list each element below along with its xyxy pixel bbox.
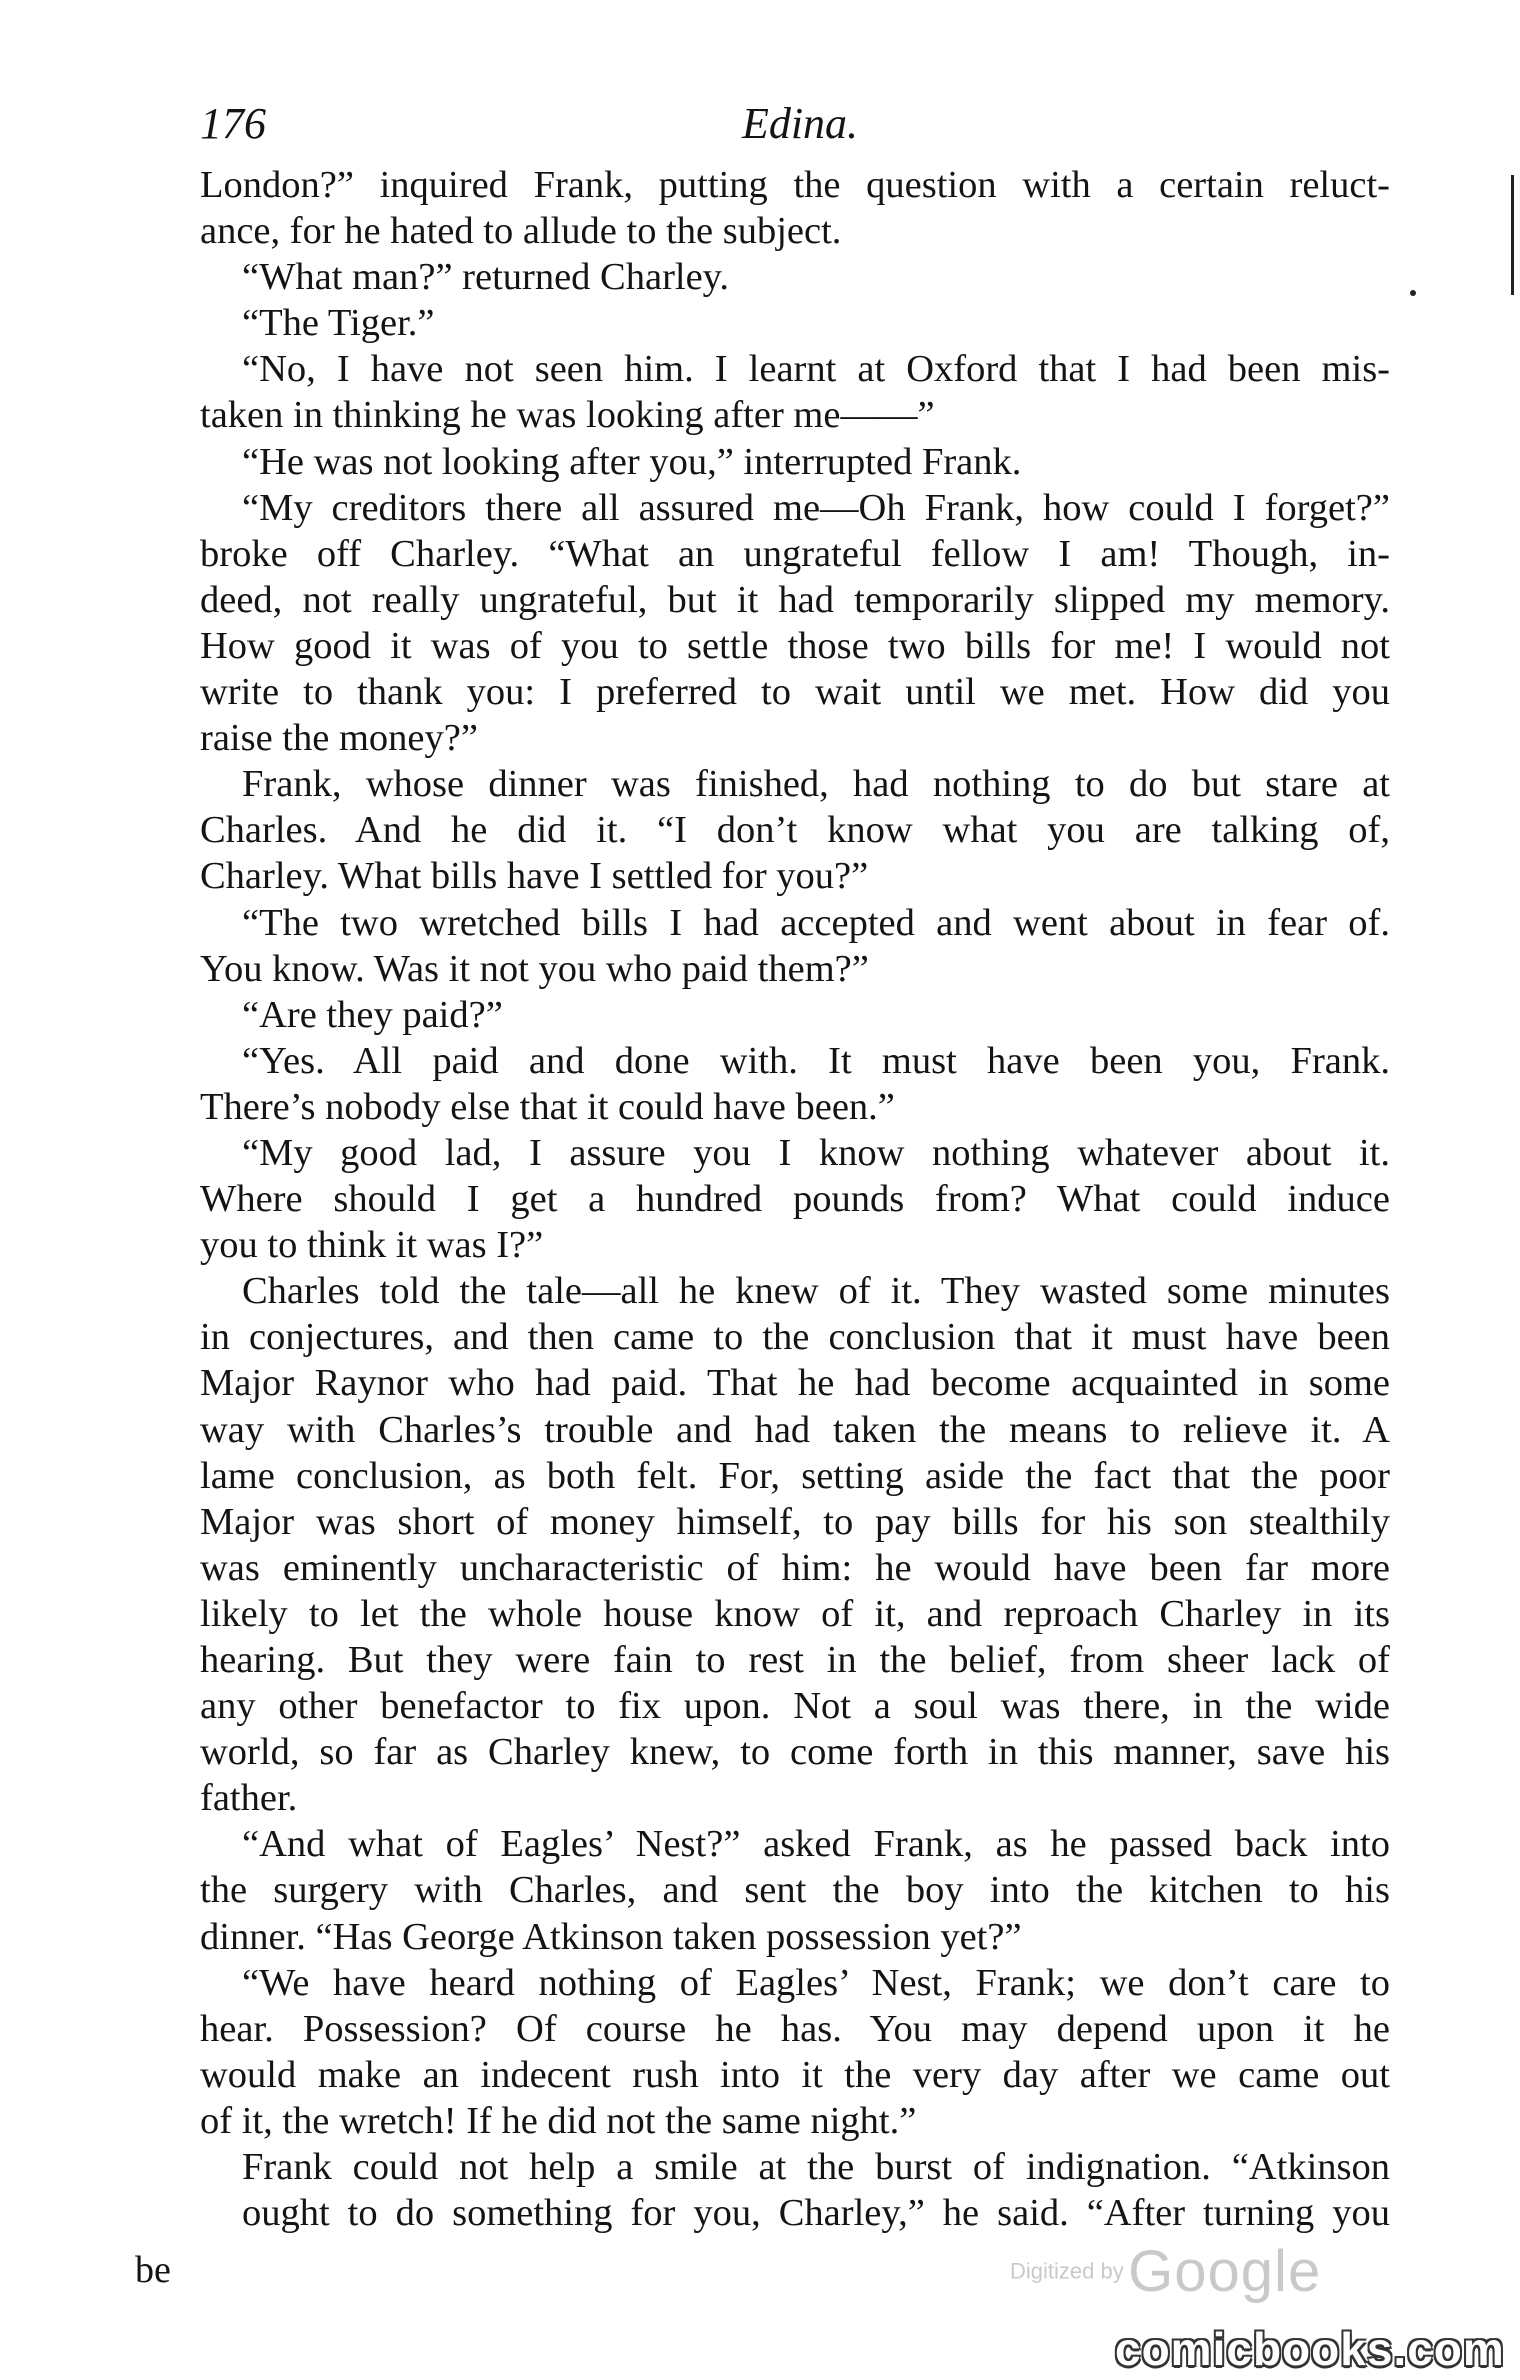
text-line: “He was not looking after you,” interrupted Frank.	[242, 440, 1022, 483]
text-line: world, so far as Charley knew, to come forth in this manner, save his	[200, 1731, 1390, 1774]
text-line: in conjectures, and then came to the conclusion that it must have been	[200, 1316, 1390, 1359]
text-line: broke off Charley. “What an ungrateful fellow I am! Though, in-	[200, 532, 1390, 575]
text-line: Where should I get a hundred pounds from? What could induce	[200, 1178, 1390, 1221]
text-line: was eminently uncharacteristic of him: he would have been far more	[200, 1546, 1390, 1589]
text-line: likely to let the whole house know of it, and reproach Charley in its	[200, 1592, 1390, 1635]
text-line: raise the money?”	[200, 717, 478, 760]
catchword: be	[135, 2249, 171, 2291]
text-line: “My good lad, I assure you I know nothing whatever about it.	[242, 1131, 1390, 1174]
text-line: Frank could not help a smile at the burst of indignation. “Atkinson	[242, 2146, 1390, 2189]
text-line: ought to do something for you, Charley,” he said. “After turning you	[242, 2192, 1390, 2235]
text-line: London?” inquired Frank, putting the question with a certain reluct-	[200, 164, 1390, 206]
text-line: “What man?” returned Charley.	[242, 256, 730, 299]
text-line: Charles told the tale—all he knew of it. They wasted some minutes	[242, 1270, 1390, 1313]
text-line: How good it was of you to settle those two bills for me! I would not	[200, 624, 1390, 667]
site-credit: comicbooks.com	[1115, 2323, 1505, 2375]
text-line: dinner. “Has George Atkinson taken possession yet?”	[200, 1915, 1022, 1958]
text-line: There’s nobody else that it could have been.”	[200, 1085, 895, 1128]
margin-mark	[1511, 175, 1514, 295]
text-line: taken in thinking he was looking after me——”	[200, 394, 935, 437]
text-line: Charles. And he did it. “I don’t know what you are talking of,	[200, 809, 1390, 852]
text-line: Major was short of money himself, to pay bills for his son stealthily	[200, 1500, 1390, 1543]
text-line: of it, the wretch! If he did not the same night.”	[200, 2099, 917, 2142]
page-header	[200, 98, 1390, 150]
text-line: hear. Possession? Of course he has. You may depend upon it he	[200, 2007, 1390, 2050]
text-line: Frank, whose dinner was finished, had nothing to do but stare at	[242, 763, 1390, 806]
text-line: ance, for he hated to allude to the subject.	[200, 210, 842, 253]
margin-dot	[1410, 290, 1416, 296]
text-line: “Yes. All paid and done with. It must have been you, Frank.	[242, 1039, 1390, 1082]
text-line: would make an indecent rush into it the very day after we came out	[200, 2053, 1390, 2096]
google-watermark	[1010, 2238, 1321, 2305]
watermark-logo-text: Google	[1128, 2239, 1322, 2304]
running-title: Edina.	[741, 99, 859, 148]
text-line: deed, not really ungrateful, but it had temporarily slipped my memory.	[200, 578, 1390, 621]
text-line: “Are they paid?”	[242, 993, 503, 1036]
text-line: “The two wretched bills I had accepted and went about in fear of.	[242, 901, 1390, 944]
text-line: Major Raynor who had paid. That he had become acquainted in some	[200, 1362, 1390, 1405]
text-line: the surgery with Charles, and sent the boy into the kitchen to his	[200, 1869, 1390, 1912]
text-line: “No, I have not seen him. I learnt at Oxford that I had been mis-	[242, 348, 1390, 391]
text-line: Charley. What bills have I settled for you?”	[200, 855, 869, 898]
text-line: any other benefactor to fix upon. Not a soul was there, in the wide	[200, 1685, 1390, 1728]
page-number: 176	[200, 99, 266, 148]
text-line: father.	[200, 1777, 298, 1820]
watermark-small-text: Digitized by	[1010, 2258, 1124, 2284]
text-line: you to think it was I?”	[200, 1224, 544, 1267]
text-line: “The Tiger.”	[242, 302, 435, 345]
text-line: You know. Was it not you who paid them?”	[200, 947, 869, 990]
text-line: lame conclusion, as both felt. For, setting aside the fact that the poor	[200, 1454, 1390, 1497]
text-line: “My creditors there all assured me—Oh Frank, how could I forget?”	[242, 486, 1390, 529]
text-line: “We have heard nothing of Eagles’ Nest, Frank; we don’t care to	[242, 1961, 1390, 2004]
body-text	[200, 162, 1390, 2236]
text-line: hearing. But they were fain to rest in the belief, from sheer lack of	[200, 1639, 1390, 1681]
text-line: write to thank you: I preferred to wait until we met. How did you	[200, 671, 1390, 714]
text-line: way with Charles’s trouble and had taken the means to relieve it. A	[200, 1408, 1390, 1451]
text-line: “And what of Eagles’ Nest?” asked Frank, as he passed back into	[242, 1823, 1390, 1866]
